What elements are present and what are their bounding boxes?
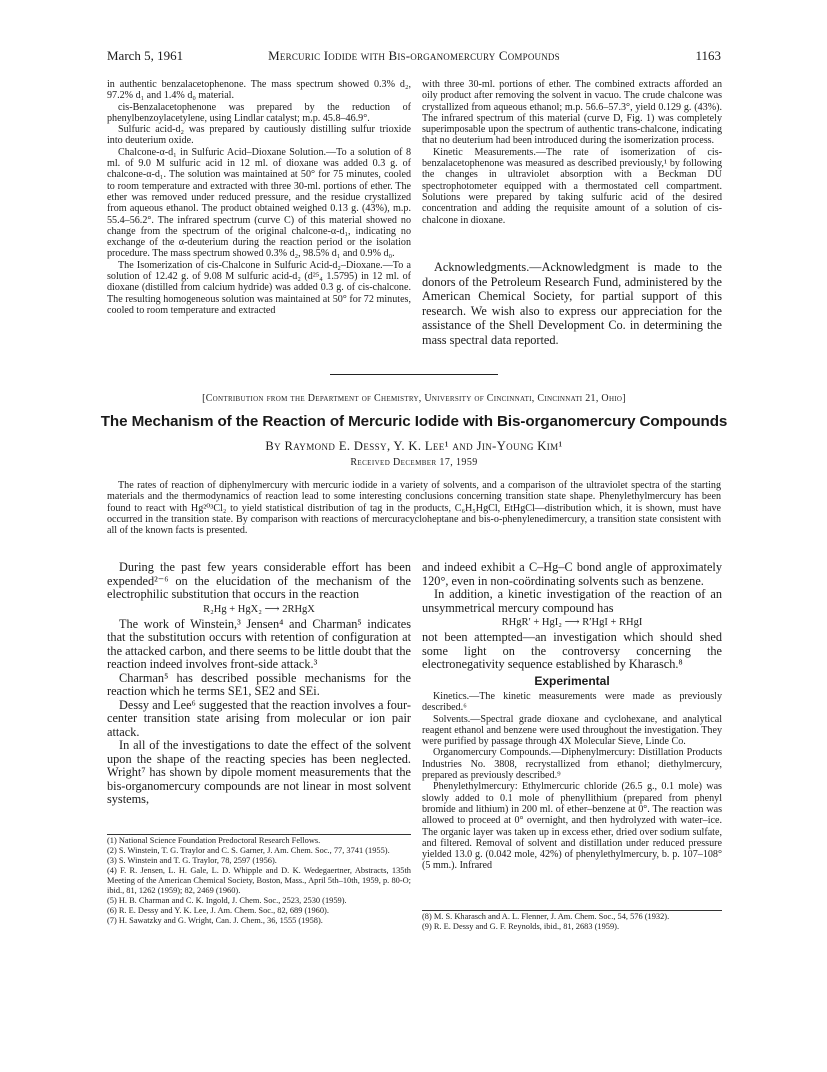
paragraph: Kinetic Measurements.—The rate of isomerization of cis-benzalacetophenone was measured as described previously,¹ by following the changes in ultraviolet absorption with a Beckman DU spectrophotometer equipped with a thermostated cell compartment. Solutions were prepared by taking sulfuric acid of the desired concentration and adding the requisite amount of a solution of cis-chalcone in dioxane. bbox=[422, 146, 722, 226]
paragraph: Chalcone-α-d₁ in Sulfuric Acid–Dioxane Solution.—To a solution of 8 ml. of 9.0 M sulfuric acid in 12 ml. of dioxane was added 0.3 g. of chalcone-α-d₁. The solution was maintained at 50° for 75 minutes, cooled to room temperature and extracted with three 30-ml. portions of ether. The ether was removed under reduced pressure, and the residue crystallized from aqueous ethanol. The product obtained weighed 0.13 g. (43%), m.p. 55.4–56.2°. The infrared spectrum (curve C) of this material showed no change from the spectrum of the original chalcone-α-d₁, indicating no exchange of the α-deuterium during the reaction period or the isolation procedure. The mass spectrum showed 0.3% d₂, 98.5% d₁ and 0.9% d₀. bbox=[107, 146, 411, 260]
footnote: (9) R. E. Dessy and G. F. Reynolds, ibid., 81, 2683 (1959). bbox=[422, 922, 620, 931]
paragraph: Kinetics.—The kinetic measurements were made as previously described.⁶ bbox=[422, 691, 722, 714]
paragraph: Solvents.—Spectral grade dioxane and cyclohexane, and analytical reagent ethanol and benzene were used throughout the investigation. They were purified by passage through 4X Molecular Sieve, Linde Co. bbox=[422, 713, 722, 748]
received-date: Received December 17, 1959 bbox=[350, 457, 478, 468]
equation: RHgR′ + HgI₂ ⟶ R′HgI + RHgI bbox=[501, 617, 643, 628]
paragraph: Dessy and Lee⁶ suggested that the reaction involves a four-center transition state arising from molecular or ion pair attack. bbox=[107, 697, 411, 739]
acknowledgments bbox=[422, 260, 722, 348]
top-right-column bbox=[422, 79, 722, 226]
footnote-rule bbox=[422, 910, 722, 911]
paragraph: The work of Winstein,³ Jensen⁴ and Charman⁵ indicates that the substitution occurs with retention of configuration at the attacked carbon, and there seems to be little doubt that the reaction indeed involves front-side attack.³ bbox=[107, 616, 411, 671]
footnote: (8) M. S. Kharasch and A. L. Flenner, J. Am. Chem. Soc., 54, 576 (1932). bbox=[422, 912, 670, 921]
paragraph: in authentic benzalacetophenone. The mass spectrum showed 0.3% d₂, 97.2% d₁ and 1.4% d₀ material. bbox=[107, 79, 411, 102]
paragraph: In all of the investigations to date the effect of the solvent upon the shape of the reacting species has been neglected. Wright⁷ has shown by dipole moment measurements that the bis-organomercury compounds are not linear in most solvent systems, bbox=[107, 738, 411, 806]
paragraph: The Isomerization of cis-Chalcone in Sulfuric Acid-d₂–Dioxane.—To a solution of 12.42 g. of 9.08 M sulfuric acid-d₂ (d²⁵₄ 1.5795) in 12 ml. of dioxane (distilled from calcium hydride) was added 0.3 g. of cis-chalcone. The resulting homogeneous solution was maintained at 50° for 72 minutes, cooled to room temperature and extracted bbox=[107, 259, 411, 316]
footnote: (5) H. B. Charman and C. K. Ingold, J. Chem. Soc., 2523, 2530 (1959). bbox=[107, 896, 347, 905]
acknowledgment-text: Acknowledgments.—Acknowledgment is made to the donors of the Petroleum Research Fund, administered by the American Chemical Society, for partial support of this research. We wish also to express our appreciation for the assistance of the Shell Development Co. in determining the mass spectral data reported. bbox=[422, 260, 722, 347]
section-divider bbox=[330, 374, 498, 375]
header-date: March 5, 1961 bbox=[107, 48, 184, 63]
header-running-title: Mercuric Iodide with Bis-organomercury Compounds bbox=[268, 48, 560, 63]
footnote: (1) National Science Foundation Predoctoral Research Fellows. bbox=[107, 836, 321, 845]
body-left-column bbox=[107, 561, 411, 807]
footnote: (4) F. R. Jensen, L. H. Gale, L. D. Whipple and D. K. Wedegaertner, Abstracts, 135th Meeting of the American Chemical Society, Boston, Mass., April 5th–10th, 1959, p. 80-O; ibid., 81, 1262 (1959); 82, 2469 (1960). bbox=[107, 866, 411, 895]
top-left-column bbox=[107, 79, 411, 316]
paragraph: Charman⁵ has described possible mechanisms for the reaction which he terms SE1, SE2 and SEi. bbox=[107, 670, 411, 698]
abstract bbox=[107, 480, 721, 536]
footnote-rule bbox=[107, 834, 411, 835]
paragraph: Sulfuric acid-d₂ was prepared by cautiously distilling sulfur trioxide into deuterium oxide. bbox=[107, 124, 411, 147]
footnote: (3) S. Winstein and T. G. Traylor, 78, 2597 (1956). bbox=[107, 856, 277, 865]
article-title: The Mechanism of the Reaction of Mercuric Iodide with Bis-organomercury Compounds bbox=[100, 413, 728, 430]
running-header bbox=[107, 48, 721, 66]
footnote: (7) H. Sawatzky and G. Wright, Can. J. Chem., 36, 1555 (1958). bbox=[107, 916, 323, 925]
paragraph: In addition, a kinetic investigation of the reaction of an unsymmetrical mercury compound has bbox=[422, 587, 722, 615]
abstract-text: The rates of reaction of diphenylmercury with mercuric iodide in a variety of solvents, and a comparison of the ultraviolet spectra of the starting materials and the thermodynamics of reaction lead to some interesting conclusions concerning transition state shape. Phenylethylmercury has been found to react with Hg²⁰³Cl₂ to yield statistical distribution of tag in the products, C₆H₅HgCl, EtHgCl—distribution which, it is shown, must have occurred in the transition state. By comparison with reactions of mercuracycloheptane and bis-o-phenylenedimercury, a transition state consistent with all of the known facts is presented. bbox=[107, 480, 721, 537]
paragraph: cis-Benzalacetophenone was prepared by the reduction of phenylbenzoylacetylene, using Lindlar catalyst; m.p. 45.8–46.9°. bbox=[107, 101, 411, 124]
footnote: (6) R. E. Dessy and Y. K. Lee, J. Am. Chem. Soc., 82, 689 (1960). bbox=[107, 906, 329, 915]
page-number: 1163 bbox=[695, 48, 721, 63]
paragraph: and indeed exhibit a C–Hg–C bond angle of approximately 120°, even in non-coördinating solvents such as benzene. bbox=[422, 560, 722, 588]
footnote: (2) S. Winstein, T. G. Traylor and C. S. Garner, J. Am. Chem. Soc., 77, 3741 (1955). bbox=[107, 846, 390, 855]
contribution-line: [Contribution from the Department of Chemistry, University of Cincinnati, Cincinnati 21, Ohio] bbox=[202, 393, 626, 404]
equation: R₂Hg + HgX₂ ⟶ 2RHgX bbox=[203, 603, 315, 615]
footnotes-right bbox=[422, 912, 722, 932]
footnotes-left bbox=[107, 836, 411, 926]
authors: By Raymond E. Dessy, Y. K. Lee¹ and Jin-Young Kim¹ bbox=[265, 439, 563, 453]
body-right-column bbox=[422, 561, 722, 872]
paragraph: Organomercury Compounds.—Diphenylmercury: Distillation Products Industries No. 3808, recrystallized from ethanol; diethylmercury, prepared as previously described.⁹ bbox=[422, 747, 722, 782]
paragraph: Phenylethylmercury: Ethylmercuric chloride (26.5 g., 0.1 mole) was slowly added to 0.1 mole of phenyllithium (prepared from phenyl bromide and lithium) in 200 ml. of ether–benzene at 0°. The reaction was allowed to proceed at 0° overnight, and then hydrolyzed with water–ice. The organic layer was taken up in excess ether, dried over sodium sulfate, and filtered. Removal of solvent and distillation under reduced pressure yielded 13.0 g. (0.042 mole, 42%) of phenylethylmercury, b. p. 107–108° (5 mm.). Infrared bbox=[422, 781, 722, 872]
paragraph: with three 30-ml. portions of ether. The combined extracts afforded an oily product after removing the solvent in vacuo. The crude chalcone was crystallized from aqueous ethanol; m.p. 56.6–57.3°, yield 0.129 g. (43%). The infrared spectrum of this material (curve D, Fig. 1) was completely superimposable upon the spectrum of authentic trans-chalcone, indicating that no deuterium had been introduced during the isomerization process. bbox=[422, 79, 722, 147]
section-heading: Experimental bbox=[534, 673, 610, 688]
paragraph: During the past few years considerable effort has been expended²⁻⁶ on the elucidation of the mechanism of the electrophilic substitution that occurs in the reaction bbox=[107, 560, 411, 601]
paragraph: not been attempted—an investigation which should shed some light on the controversy concerning the electronegativity sequence established by Kharasch.⁸ bbox=[422, 630, 722, 671]
experimental-section bbox=[422, 691, 722, 872]
